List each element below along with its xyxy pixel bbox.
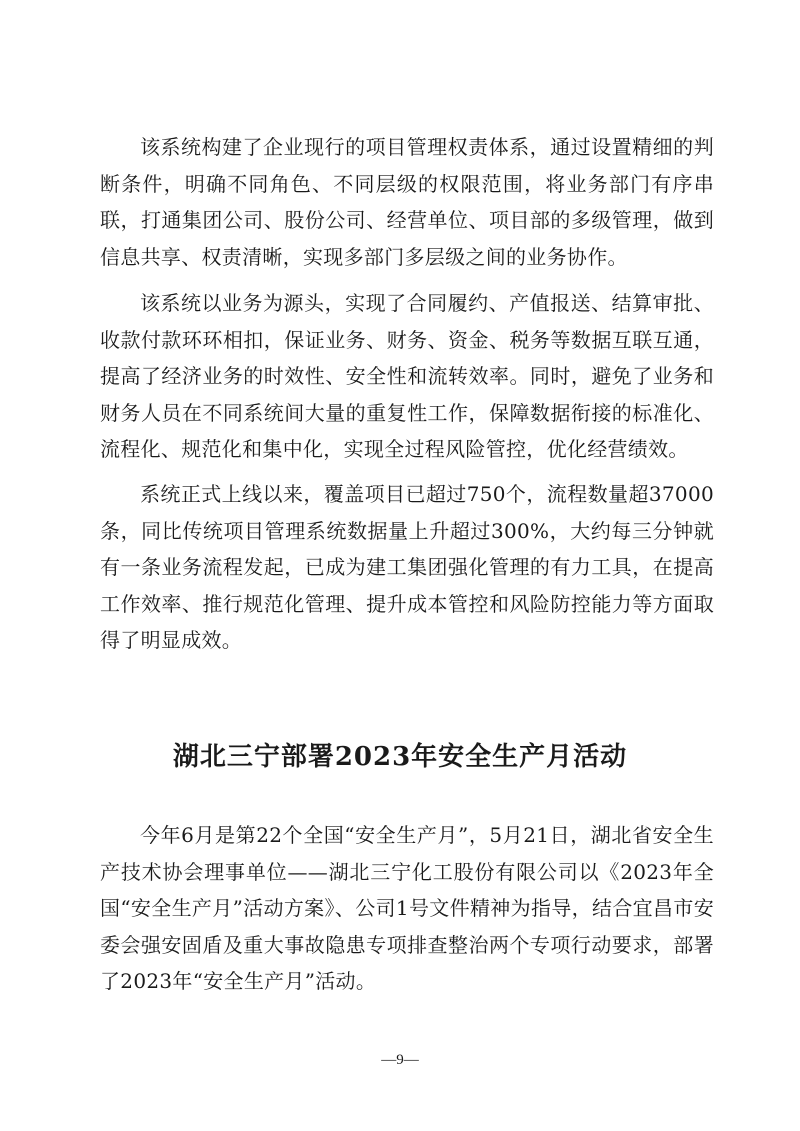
body-paragraph-results: 系统正式上线以来，覆盖项目已超过750个，流程数量超37000条，同比传统项目管理系统数据量上升超过300%，大约每三分钟就有一条业务流程发起，已成为建工集团强化管理的有力工具，在提高工作效率、推行规范化管理、提升成本管控和风险防控能力等方面取得了明显成效。 <box>100 482 714 652</box>
body-paragraph-project-system: 该系统构建了企业现行的项目管理权责体系，通过设置精细的判断条件，明确不同角色、不同层级的权限范围，将业务部门有序串联，打通集团公司、股份公司、经营单位、项目部的多级管理，做到信息共享、权责清晰，实现多部门多层级之间的业务协作。 <box>100 135 714 269</box>
body-paragraph-business-source: 该系统以业务为源头，实现了合同履约、产值报送、结算审批、收款付款环环相扣，保证业务、财务、资金、税务等数据互联互通，提高了经济业务的时效性、安全性和流转效率。同时，避免了业务和财务人员在不同系统间大量的重复性工作，保障数据衔接的标准化、流程化、规范化和集中化，实现全过程风险管控，优化经营绩效。 <box>100 291 714 461</box>
page-number: —9— <box>381 1052 419 1068</box>
body-paragraph-safety-month: 今年6月是第22个全国“安全生产月”，5月21日，湖北省安全生产技术协会理事单位——湖北三宁化工股份有限公司以《2023年全国“安全生产月”活动方案》、公司1号文件精神为指导，结合宜昌市安委会强安固盾及重大事故隐患专项排查整治两个专项行动要求，部署了2023年“安全生产月”活动。 <box>100 823 714 993</box>
article-heading: 湖北三宁部署2023年安全生产月活动 <box>172 742 628 772</box>
